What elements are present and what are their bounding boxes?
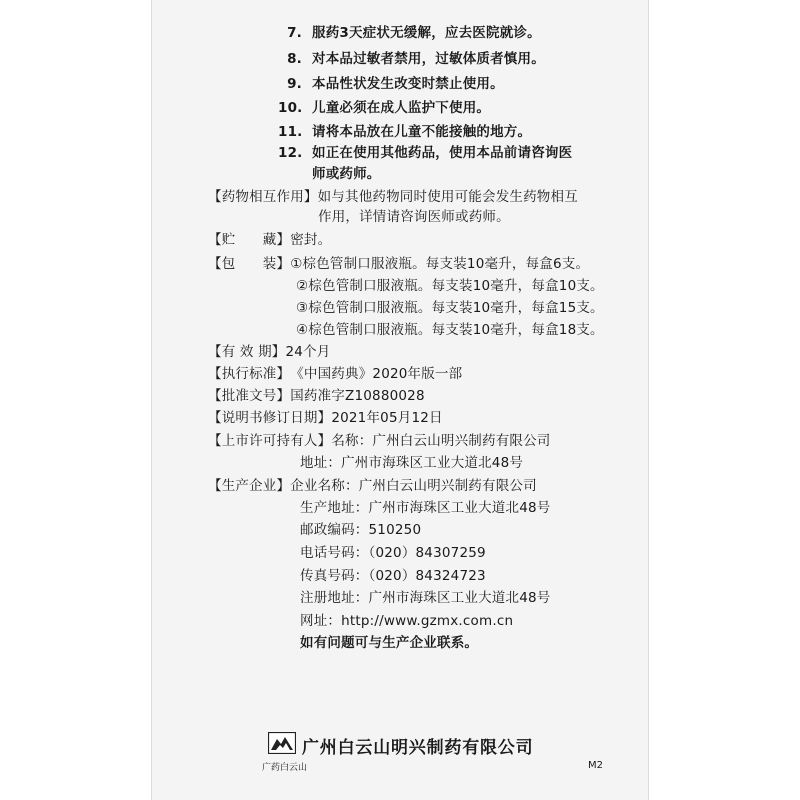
validity-section (208, 342, 330, 362)
standard-section (208, 364, 462, 384)
interaction-text-continued: 作用，详情请咨询医师或药师。 (318, 209, 510, 225)
packaging-item: ①棕色管制口服液瓶。每支装10毫升，每盒6支。 (290, 256, 590, 272)
precaution-12: 12. 如正在使用其他药品，使用本品前请咨询医 (278, 145, 573, 161)
validity-label: 【有 效 期】 (208, 344, 286, 360)
interaction-section (208, 187, 578, 207)
packaging-label: 【包 装】 (208, 256, 291, 272)
revision-label: 【说明书修订日期】 (208, 410, 332, 426)
revision-section (208, 408, 443, 428)
interaction-label: 【药物相互作用】 (208, 189, 318, 205)
approval-label: 【批准文号】 (208, 388, 291, 404)
manufacturer-address: 生产地址：广州市海珠区工业大道北48号 (300, 500, 551, 516)
precaution-7: 7. 服药3天症状无缓解，应去医院就诊。 (287, 25, 541, 41)
packaging-section (208, 254, 589, 274)
footer-brand-text: 广药白云山 (262, 763, 308, 773)
approval-section (208, 386, 425, 406)
standard-value: 《中国药典》2020年版一部 (290, 366, 463, 382)
manufacturer-registered-address: 注册地址：广州市海珠区工业大道北48号 (300, 590, 551, 606)
precaution-11: 11. 请将本品放在儿童不能接触的地方。 (278, 124, 532, 140)
manufacturer-phone: 电话号码：（020）84307259 (300, 545, 486, 561)
manufacturer-section (208, 476, 537, 496)
holder-section (208, 431, 551, 451)
holder-name: 名称：广州白云山明兴制药有限公司 (331, 433, 551, 449)
manufacturer-fax: 传真号码：（020）84324723 (300, 568, 486, 584)
mountain-logo-icon (268, 732, 296, 754)
holder-address: 地址：广州市海珠区工业大道北48号 (300, 455, 524, 471)
contact-note: 如有问题可与生产企业联系。 (300, 635, 479, 651)
storage-section (208, 230, 331, 250)
packaging-item: ②棕色管制口服液瓶。每支装10毫升，每盒10支。 (296, 278, 604, 294)
precaution-9: 9. 本品性状发生改变时禁止使用。 (287, 76, 504, 92)
revision-value: 2021年05月12日 (331, 410, 443, 426)
manufacturer-label: 【生产企业】 (208, 478, 291, 494)
page-mark: M2 (588, 760, 603, 771)
manufacturer-name: 企业名称：广州白云山明兴制药有限公司 (290, 478, 537, 494)
precaution-8: 8. 对本品过敏者禁用，过敏体质者慎用。 (287, 51, 545, 67)
holder-label: 【上市许可持有人】 (208, 433, 332, 449)
storage-label: 【贮 藏】 (208, 232, 291, 248)
storage-value: 密封。 (290, 232, 332, 248)
precaution-12-continued: 师或药师。 (312, 166, 381, 182)
standard-label: 【执行标准】 (208, 366, 291, 382)
precaution-10: 10. 儿童必须在成人监护下使用。 (278, 100, 491, 116)
validity-value: 24个月 (285, 344, 331, 360)
interaction-text: 如与其他药物同时使用可能会发生药物相互 (317, 189, 578, 205)
manufacturer-website: 网址：http://www.gzmx.com.cn (300, 613, 514, 629)
packaging-item: ③棕色管制口服液瓶。每支装10毫升，每盒15支。 (296, 300, 604, 316)
packaging-item: ④棕色管制口服液瓶。每支装10毫升，每盒18支。 (296, 322, 604, 338)
footer-company-name: 广州白云山明兴制药有限公司 (302, 738, 534, 758)
manufacturer-postcode: 邮政编码：510250 (300, 522, 422, 538)
approval-value: 国药准字Z10880028 (290, 388, 425, 404)
